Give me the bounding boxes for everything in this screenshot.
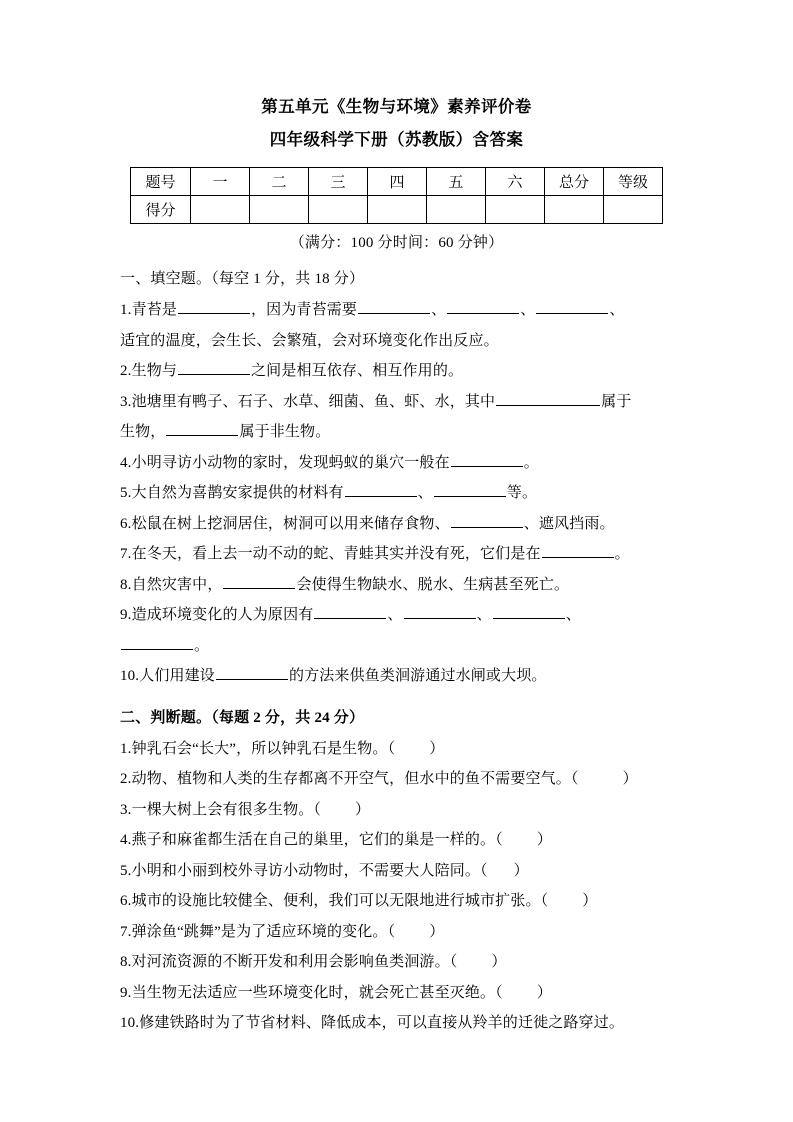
question-number: 2. (120, 771, 132, 787)
question-number: 5. (120, 485, 132, 501)
score-cell-6[interactable] (545, 196, 604, 224)
exam-meta: （满分：100 分时间：60 分钟） (289, 235, 504, 251)
question-text: ，因为青苔需要 (251, 302, 358, 318)
question-1-9 (120, 600, 675, 631)
question-text: 、 (565, 607, 581, 623)
question-text: 、 (609, 302, 625, 318)
answer-blank[interactable] (447, 299, 519, 314)
answer-blank[interactable] (121, 635, 193, 650)
section-heading-true-false: 二、判断题。（每题 2 分，共 24 分） (120, 709, 365, 726)
question-text: 弹涂鱼“跳舞”是为了适应环境的变化。（ (131, 923, 396, 940)
question-1-1 (120, 295, 675, 326)
question-number: 9. (120, 607, 132, 623)
question-number: 8. (120, 576, 132, 593)
answer-blank[interactable] (358, 299, 430, 314)
question-number: 3. (120, 393, 132, 410)
question-text: 燕子和麻雀都生活在自己的巢里，它们的巢是一样的。（ (131, 832, 503, 848)
table-row (131, 168, 663, 196)
answer-blank[interactable] (451, 513, 523, 528)
question-text: 属于非生物。 (239, 424, 331, 440)
question-number: 6. (120, 893, 132, 909)
question-1-1-cont: 适宜的温度，会生长、会繁殖，会对环境变化作出反应。 (120, 332, 499, 349)
question-number: 1. (120, 740, 132, 757)
question-1-7 (120, 539, 675, 570)
question-1-5 (120, 478, 675, 509)
question-text: 。 (194, 637, 210, 654)
answer-blank[interactable] (178, 299, 250, 314)
question-text: 在冬天，看上去一动不动的蛇、青蛙其实并没有死，它们是在 (131, 546, 541, 562)
answer-blank[interactable] (404, 604, 476, 619)
score-table-col-7: 等级 (604, 168, 663, 196)
question-text: 池塘里有鸭子、石子、水草、细菌、鱼、虾、水，其中 (131, 393, 496, 410)
answer-blank[interactable] (166, 421, 238, 436)
question-number: 2. (120, 363, 132, 379)
question-text: 之间是相互依存、相互作用的。 (251, 363, 464, 379)
question-2-5 (120, 856, 675, 887)
exam-content (0, 264, 793, 1039)
question-text: 。 (614, 546, 630, 562)
question-text: 大自然为喜鹊安家提供的材料有 (131, 485, 344, 501)
question-text: 。 (523, 454, 539, 471)
question-text: 一棵大树上会有很多生物。（ (131, 801, 322, 818)
question-1-6 (120, 509, 675, 540)
question-2-4 (120, 825, 675, 856)
question-text: 属于 (601, 393, 632, 410)
question-2-6 (120, 886, 675, 917)
answer-blank[interactable] (223, 574, 295, 589)
question-text: 、 (476, 607, 492, 623)
question-text: 会使得生物缺水、脱水、生病甚至死亡。 (296, 576, 570, 593)
score-table-wrapper (0, 167, 793, 224)
score-cell-1[interactable] (250, 196, 309, 224)
question-2-8 (120, 947, 675, 978)
answer-blank[interactable] (496, 391, 600, 406)
question-1-8 (120, 570, 675, 601)
page-subtitle: 四年级科学下册（苏教版）含答案 (269, 130, 524, 149)
question-1-2 (120, 356, 675, 387)
score-cell-4[interactable] (427, 196, 486, 224)
answer-blank[interactable] (434, 482, 506, 497)
answer-blank[interactable] (451, 452, 523, 467)
question-text: 小明寻访小动物的家时，发现蚂蚁的巢穴一般在 (131, 454, 450, 471)
question-text: 、遮风挡雨。 (523, 515, 615, 532)
score-table-col-6: 总分 (545, 168, 604, 196)
score-table-col-3: 四 (368, 168, 427, 196)
answer-blank[interactable] (542, 543, 614, 558)
close-paren: ） (536, 832, 552, 848)
question-text: 对河流资源的不断开发和利用会影响鱼类洄游。（ (131, 954, 458, 970)
question-1-3 (120, 387, 675, 418)
score-cell-3[interactable] (368, 196, 427, 224)
close-paren: ） (491, 954, 507, 970)
question-text: 、 (520, 302, 536, 318)
question-2-7 (120, 917, 675, 948)
answer-blank[interactable] (536, 299, 608, 314)
answer-blank[interactable] (345, 482, 417, 497)
question-text: 小明和小丽到校外寻访小动物时，不需要大人陪同。（ (131, 862, 488, 879)
question-text: 钟乳石会“长大”，所以钟乳石是生物。（ (131, 740, 396, 757)
answer-blank[interactable] (493, 604, 565, 619)
title-block (0, 0, 793, 155)
question-2-10 (120, 1008, 675, 1039)
question-2-3 (120, 795, 675, 826)
close-paren: ） (513, 862, 529, 879)
question-text: 生物， (120, 424, 166, 440)
close-paren: ） (355, 801, 371, 818)
close-paren: ） (622, 771, 638, 787)
question-number: 1. (120, 302, 132, 318)
page-title: 第五单元《生物与环境》素养评价卷 (261, 97, 532, 116)
score-cell-2[interactable] (309, 196, 368, 224)
close-paren: ） (536, 984, 552, 1001)
score-table-col-1: 二 (250, 168, 309, 196)
question-text: 青苔是 (131, 302, 178, 318)
question-text: 等。 (506, 485, 538, 501)
question-text: 造成环境变化的人为原因有 (131, 607, 314, 623)
score-cell-0[interactable] (191, 196, 250, 224)
score-table-col-5: 六 (486, 168, 545, 196)
question-text: 松鼠在树上挖洞居住，树洞可以用来储存食物、 (131, 515, 450, 532)
question-text: 、 (431, 302, 447, 318)
question-1-10 (120, 661, 675, 692)
question-text: 人们用建设 (139, 668, 215, 684)
question-number: 7. (120, 546, 132, 562)
answer-blank[interactable] (216, 665, 288, 680)
question-1-4 (120, 448, 675, 479)
close-paren: ） (429, 740, 445, 757)
question-number: 4. (120, 832, 132, 848)
question-number: 7. (120, 923, 132, 940)
question-number: 4. (120, 454, 132, 471)
score-table (130, 167, 663, 224)
close-paren: ） (582, 893, 598, 909)
question-2-1 (120, 734, 675, 765)
question-text: 城市的设施比较健全、便利，我们可以无限地进行城市扩张。（ (131, 893, 549, 909)
question-text: 当生物无法适应一些环境变化时，就会死亡甚至灭绝。（ (131, 984, 503, 1001)
score-table-col-4: 五 (427, 168, 486, 196)
question-number: 8. (120, 954, 132, 970)
question-text: 的方法来供鱼类洄游通过水闸或大坝。 (288, 668, 547, 684)
question-number: 3. (120, 801, 132, 818)
question-text: 、 (417, 485, 433, 501)
question-2-9 (120, 978, 675, 1009)
answer-blank[interactable] (178, 360, 250, 375)
close-paren: ） (429, 923, 445, 940)
score-table-col-0: 一 (191, 168, 250, 196)
score-cell-7[interactable] (604, 196, 663, 224)
score-table-row-label-0: 题号 (131, 168, 191, 196)
answer-blank[interactable] (314, 604, 386, 619)
question-text: 、 (387, 607, 403, 623)
score-cell-5[interactable] (486, 196, 545, 224)
question-1-3-cont (120, 417, 675, 448)
question-number: 10. (120, 1015, 140, 1031)
question-text: 修建铁路时为了节省材料、降低成本，可以直接从羚羊的迁徙之路穿过。 (139, 1015, 625, 1031)
question-text: 自然灾害中， (131, 576, 223, 593)
score-table-col-2: 三 (309, 168, 368, 196)
question-2-2 (120, 764, 675, 795)
question-text: 动物、植物和人类的生存都离不开空气，但水中的鱼不需要空气。（ (131, 771, 579, 787)
score-table-row-label-1: 得分 (131, 196, 191, 224)
question-1-9-cont (120, 631, 675, 662)
question-text: 生物与 (131, 363, 178, 379)
question-number: 6. (120, 515, 132, 532)
question-number: 9. (120, 984, 132, 1001)
question-number: 5. (120, 862, 132, 879)
question-number: 10. (120, 668, 140, 684)
section-heading-fill-in-blanks: 一、填空题。（每空 1 分，共 18 分） (120, 271, 365, 287)
table-row (131, 196, 663, 224)
